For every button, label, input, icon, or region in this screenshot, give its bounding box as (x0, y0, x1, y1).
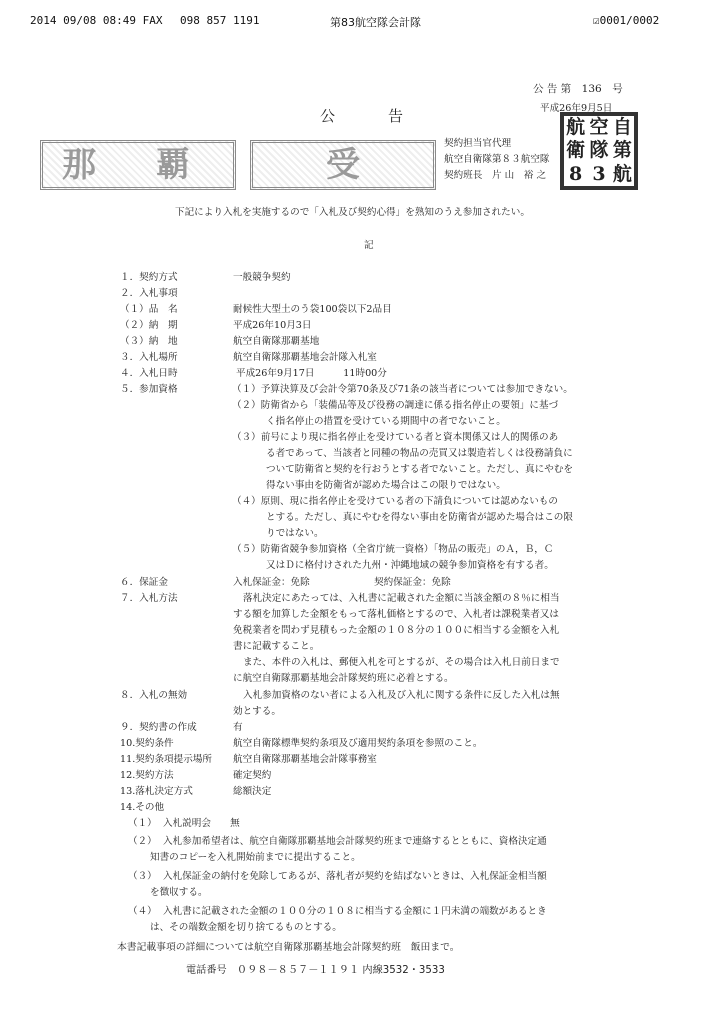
item-value: 航空自衛隊那覇基地会計隊入札室 (233, 352, 377, 363)
misc-value: 総額決定 (233, 786, 272, 797)
method-line: 免税業者を問わず見積もった金額の１０８分の１００に相当する金額を入札 (233, 625, 560, 636)
method-line: に航空自衛隊那覇基地会計隊契約班に必着とする。 (233, 673, 454, 684)
issuer-line1: 契約担当官代理 (444, 138, 512, 149)
other-line: を徴収する。 (150, 887, 208, 898)
misc-label: 11.契約条項提示場所 (120, 754, 213, 765)
qual-line: （１）予算決算及び会計令第70条及び71条の該当者については参加できない。 (232, 384, 573, 395)
fax-datetime: 2014 09/08 08:49 FAX (30, 14, 163, 27)
other-num: （３） (128, 871, 157, 882)
seal-char: 自 (612, 116, 632, 138)
received-stamp: 那 覇 (40, 140, 236, 190)
misc-value: 航空自衛隊標準契約条項及び適用契約条項を参照のこと。 (233, 738, 483, 749)
item-label: ４．入札日時 (120, 368, 178, 379)
qual-line: （５）防衛省競争参加資格（全省庁統一資格）「物品の販売」のＡ，Ｂ，Ｃ (232, 544, 554, 555)
page-title: 公 告 (320, 107, 406, 125)
seal-char: 空 (589, 116, 609, 138)
fax-page: ☑0001/0002 (593, 14, 660, 27)
notice-date: 平成26年9月5日 (540, 103, 613, 114)
notice-number: 公 告 第 136 号 (533, 83, 623, 95)
misc-value: 確定契約 (233, 770, 272, 781)
qual-line: （２）防衛省から「装備品等及び役務の調達に係る指名停止の要領」に基づ (232, 400, 559, 411)
misc-label: 14.その他 (120, 802, 165, 813)
method-line: また、本件の入札は、郵便入札を可とするが、その場合は入札日前日まで (243, 657, 560, 668)
item-label: ３．入札場所 (120, 352, 178, 363)
item-value: 耐候性大型土のう袋100袋以下2品目 (233, 304, 392, 315)
other-num: （２） (128, 836, 157, 847)
invalid-label: ８．入札の無効 (120, 690, 188, 701)
item-label: ５．参加資格 (120, 384, 178, 395)
other-line: 入札保証金の納付を免除してあるが、落札者が契約を結ばないときは、入札保証金相当額 (163, 871, 547, 882)
ki-mark: 記 (364, 240, 374, 251)
item-label: （１）品 名 (120, 304, 178, 315)
item-value: 一般競争契約 (233, 272, 291, 283)
other-num: （４） (128, 906, 157, 917)
item-label: （３）納 地 (120, 336, 178, 347)
received-stamp-2: 受 (250, 140, 436, 190)
other-line: 入札説明会 無 (163, 818, 240, 829)
qual-line: （３）前号により現に指名停止を受けている者と資本関係又は人的関係のあ (232, 432, 559, 443)
item-value: 平成26年9月17日 11時00分 (236, 368, 387, 379)
invalid-line: 入札参加資格のない者による入札及び入札に関する条件に反した入札は無 (243, 690, 560, 701)
misc-label: 12.契約方法 (120, 770, 174, 781)
item-value: 平成26年10月3日 (233, 320, 312, 331)
official-seal (560, 112, 638, 190)
footer-contact: 本書記載事項の詳細については航空自衛隊那覇基地会計隊契約班 飯田まで。 (117, 942, 460, 953)
item-label: １．契約方式 (120, 272, 178, 283)
qual-line: る者であって、当該者と同種の物品の売買又は製造若しくは役務請負に (266, 448, 573, 459)
other-line: 入札参加希望者は、航空自衛隊那覇基地会計隊契約班まで連絡するとともに、資格決定通 (163, 836, 547, 847)
seal-char: 航 (612, 162, 632, 185)
qual-line: （４）原則、現に指名停止を受けている者の下請負については認めないもの (232, 496, 558, 507)
intro-text: 下記により入札を実施するので「入札及び契約心得」を熟知のうえ参加されたい。 (175, 207, 530, 218)
seal-char: 衛 (566, 139, 586, 162)
qual-line: とする。ただし、真にやむを得ない事由を防衛省が認めた場合はこの限 (266, 512, 573, 523)
seal-char: 隊 (589, 139, 609, 162)
qual-line: く指名停止の措置を受けている期間中の者でないこと。 (266, 416, 506, 427)
misc-value: 有 (233, 722, 243, 733)
item-label: （２）納 期 (120, 320, 178, 331)
other-line: 知書のコピーを入札開始前までに提出すること。 (150, 852, 361, 863)
qual-line: りではない。 (266, 528, 324, 539)
deposit-label: ６．保証金 (120, 577, 168, 588)
method-line: 落札決定にあたっては、入札書に記載された金額に当該金額の８％に相当 (243, 593, 560, 604)
footer-phone: 電話番号 ０９８－８５７－１１９１ 内線3532・3533 (186, 965, 445, 976)
method-line: 書に記載すること。 (233, 641, 320, 652)
item-label: ２．入札事項 (120, 288, 178, 299)
seal-char: 8 (569, 162, 583, 185)
misc-value: 航空自衛隊那覇基地会計隊事務室 (233, 754, 377, 765)
fax-sender: 第83航空隊会計隊 (330, 16, 421, 29)
misc-label: ９．契約書の作成 (120, 722, 197, 733)
qual-line: ついて防衛省と契約を行おうとする者でないこと。ただし、真にやむを (266, 464, 573, 475)
invalid-line: 効とする。 (233, 706, 281, 717)
seal-char: 第 (612, 139, 632, 162)
seal-char: 航 (566, 116, 586, 138)
issuer-line3: 契約班長 片 山 裕 之 (444, 170, 547, 181)
other-line: 入札書に記載された金額の１００分の１０８に相当する金額に１円未満の端数があるとき (163, 906, 547, 917)
seal-char: 3 (592, 162, 606, 185)
misc-label: 10.契約条件 (120, 738, 174, 749)
method-label: ７．入札方法 (120, 593, 178, 604)
other-line: は、その端数金額を切り捨てるものとする。 (150, 922, 342, 933)
fax-number: 098 857 1191 (180, 14, 260, 27)
deposit-value1: 入札保証金：免除 (233, 577, 310, 588)
misc-label: 13.落札決定方式 (120, 786, 193, 797)
other-num: （１） (128, 818, 157, 829)
item-value: 航空自衛隊那覇基地 (233, 336, 320, 347)
qual-line: 又はＤに格付けされた九州・沖縄地域の競争参加資格を有する者。 (266, 560, 554, 571)
qual-line: 得ない事由を防衛省が認めた場合はこの限りではない。 (266, 480, 506, 491)
issuer-line2: 航空自衛隊第８３航空隊 (444, 154, 550, 165)
method-line: する額を加算した金額をもって落札価格とするので、入札者は課税業者又は (233, 609, 559, 620)
deposit-value2: 契約保証金：免除 (374, 577, 451, 588)
